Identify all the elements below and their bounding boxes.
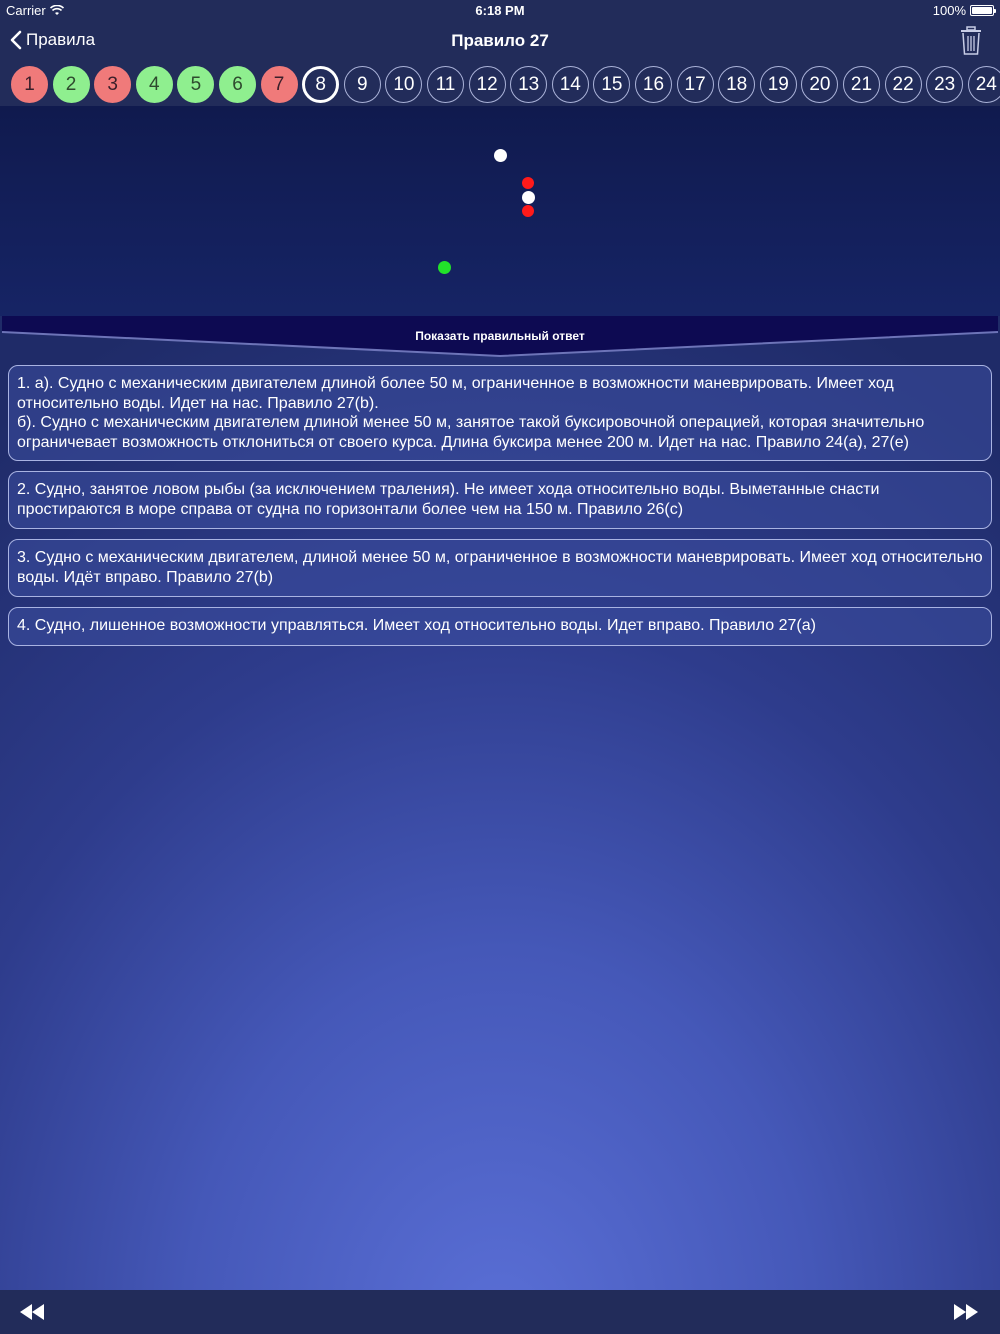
answer-option-4-text: 4. Судно, лишенное возможности управляться. Имеет ход относительно воды. Идет вправо. Правило 27(а)	[17, 617, 816, 634]
page-title: Правило 27	[451, 31, 549, 50]
question-number-2[interactable]: 2	[53, 66, 90, 103]
answer-option-4[interactable]	[8, 607, 992, 646]
question-number-23[interactable]: 23	[926, 66, 963, 103]
question-number-13[interactable]: 13	[510, 66, 547, 103]
question-number-6[interactable]: 6	[219, 66, 256, 103]
question-number-10[interactable]: 10	[385, 66, 422, 103]
show-answer-button[interactable]: Показать правильный ответ	[415, 329, 585, 343]
question-number-20[interactable]: 20	[801, 66, 838, 103]
rewind-icon	[18, 1302, 46, 1322]
battery-percent: 100%	[932, 3, 966, 18]
question-number-15[interactable]: 15	[593, 66, 630, 103]
answer-option-3-text: 3. Судно с механическим двигателем, длиной менее 50 м, ограниченное в возможности маневрировать. Имеет ход относительно воды. Идёт вправо. Правило 27(b)	[17, 549, 983, 586]
question-number-bar	[0, 62, 1000, 106]
status-bar	[0, 0, 1000, 22]
question-number-1[interactable]: 1	[11, 66, 48, 103]
trash-button[interactable]	[960, 26, 982, 56]
middle-white-light	[522, 191, 535, 204]
answer-option-2[interactable]	[8, 471, 992, 529]
question-number-16[interactable]: 16	[635, 66, 672, 103]
top-red-light	[522, 177, 534, 189]
lights-scene	[0, 106, 1000, 316]
trash-icon	[960, 26, 982, 56]
answer-option-2-text: 2. Судно, занятое ловом рыбы (за исключением траления). Не имеет хода относительно воды. Выметанные снасти простираются в море справа от судна по горизонтали более чем на 150 м. Правило 26(с)	[17, 481, 880, 518]
show-answer-bar[interactable]	[0, 316, 1000, 364]
status-time: 6:18 PM	[475, 3, 525, 18]
question-number-12[interactable]: 12	[469, 66, 506, 103]
question-number-21[interactable]: 21	[843, 66, 880, 103]
question-number-14[interactable]: 14	[552, 66, 589, 103]
question-number-4[interactable]: 4	[136, 66, 173, 103]
back-button-label: Правила	[26, 30, 96, 49]
starboard-green-light	[438, 261, 451, 274]
battery-icon	[970, 5, 994, 16]
question-number-11[interactable]: 11	[427, 66, 464, 103]
question-number-8[interactable]: 8	[302, 66, 339, 103]
question-number-22[interactable]: 22	[885, 66, 922, 103]
question-number-5[interactable]: 5	[177, 66, 214, 103]
navigation-bar	[0, 22, 1000, 62]
bottom-toolbar	[0, 1290, 1000, 1334]
question-number-18[interactable]: 18	[718, 66, 755, 103]
question-number-19[interactable]: 19	[760, 66, 797, 103]
next-button[interactable]	[952, 1302, 980, 1322]
carrier-label: Carrier	[6, 3, 46, 18]
status-right	[933, 3, 994, 18]
answer-option-3[interactable]	[8, 539, 992, 597]
question-number-24[interactable]: 24	[968, 66, 1000, 103]
answer-option-1-text-b: б). Судно с механическим двигателем длиной менее 50 м, занятое такой буксировочной операцией, которая значительно ограничевает возможность отклониться от своего курса. Длина буксира менее 200 м. Идет на нас. Правило 24(а), 27(е)	[17, 414, 925, 451]
question-number-9[interactable]: 9	[344, 66, 381, 103]
previous-button[interactable]	[18, 1302, 46, 1322]
question-number-17[interactable]: 17	[677, 66, 714, 103]
bottom-red-light	[522, 205, 534, 217]
fast-forward-icon	[952, 1302, 980, 1322]
question-number-7[interactable]: 7	[261, 66, 298, 103]
question-number-3[interactable]: 3	[94, 66, 131, 103]
answer-option-1-text-a: 1. а). Судно с механическим двигателем длиной более 50 м, ограниченное в возможности маневрировать. Имеет ход относительно воды. Идет на нас. Правило 27(b).	[17, 375, 894, 412]
answer-option-1[interactable]	[8, 365, 992, 461]
masthead-white-light	[494, 149, 507, 162]
